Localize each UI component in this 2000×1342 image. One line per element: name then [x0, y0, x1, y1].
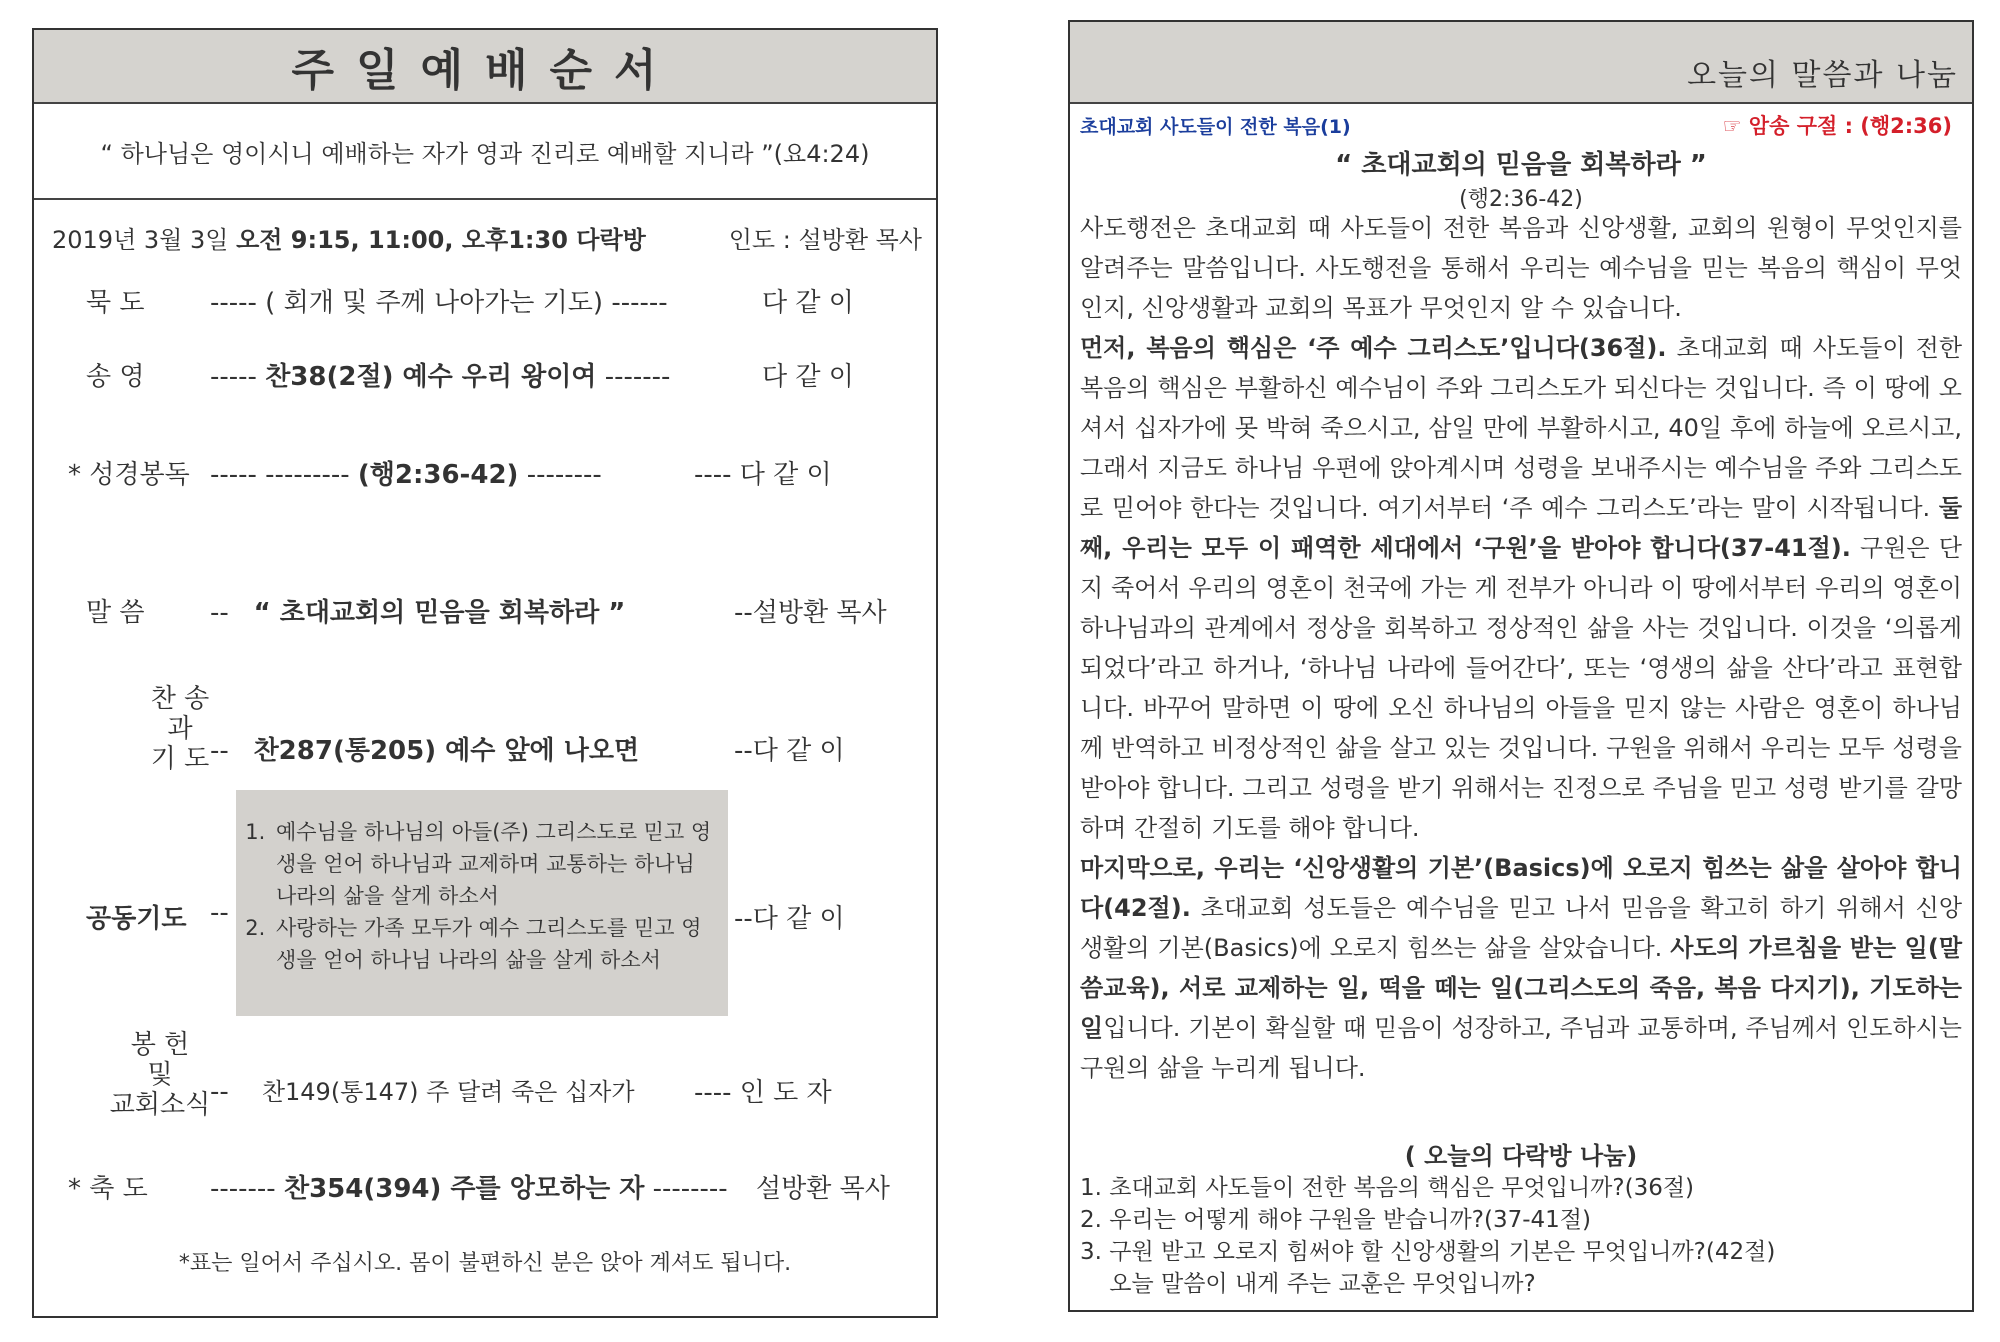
sermon-title: “ 초대교회의 믿음을 회복하라 ” — [1335, 150, 1707, 180]
order-item-benediction — [34, 1168, 936, 1208]
share-question: 오늘 말씀이 내게 주는 교훈은 무엇입니까? — [1080, 1271, 1536, 1297]
order-content: ----- ( 회개 및 주께 나아가는 기도) ------ — [210, 288, 668, 318]
order-by: --다 같 이 — [734, 736, 845, 766]
order-by: --설방환 목사 — [734, 598, 887, 628]
share-questions — [1080, 1172, 1960, 1300]
order-by: --다 같 이 — [734, 904, 845, 934]
service-date: 2019년 3월 3일 — [52, 226, 229, 254]
share-title: ( 오늘의 다락방 나눔) — [1404, 1142, 1638, 1170]
order-by: 다 같 이 — [762, 288, 854, 318]
sermon-series: 초대교회 사도들이 전한 복음(1) — [1080, 116, 1351, 138]
order-label: * 성경봉독 — [68, 460, 190, 490]
common-prayer-box — [236, 790, 728, 1016]
sermon-reference: (행2:36-42) — [1459, 187, 1583, 212]
order-label: * 축 도 — [68, 1174, 148, 1204]
basics-list: 사도의 가르침을 받는 일(말씀교육), 서로 교제하는 일, 떡을 떼는 일(그리스도의 죽음, 복음 다지기), 기도하는 일 — [1080, 934, 1963, 1042]
point-three-heading: 마지막으로, 우리는 ‘신앙생활의 기본’(Basics)에 오로지 힘쓰는 삶을 살아야 합니다(42절). — [1080, 854, 1962, 922]
order-by: 설방환 목사 — [756, 1174, 890, 1204]
service-info — [52, 220, 922, 255]
order-dash: -- — [210, 898, 229, 928]
sermon-body — [1080, 208, 1962, 1088]
point-one-heading: 먼저, 복음의 핵심은 ‘주 예수 그리스도’입니다(36절). — [1080, 334, 1667, 362]
order-content: “ 초대교회의 믿음을 회복하라 ” — [253, 598, 626, 628]
share-question: 2. 우리는 어떻게 해야 구원을 받습니까?(37-41절) — [1080, 1207, 1591, 1233]
order-content: 찬38(2절) 예수 우리 왕이여 — [265, 362, 597, 392]
order-dash: ----- --------- — [210, 460, 350, 490]
order-dash: ------- — [604, 362, 671, 392]
order-content: 찬149(통147) 주 달려 죽은 십자가 — [261, 1078, 635, 1106]
order-content: 찬354(394) 주를 앙모하는 자 — [283, 1174, 645, 1204]
order-by: 다 같 이 — [762, 362, 854, 392]
order-dash: ----- — [210, 362, 257, 392]
prayer-item: 2. 사랑하는 가족 모두가 예수 그리스도를 믿고 영생을 얻어 하나님 나라의 삶을 살게 하소서 — [272, 912, 718, 976]
worship-order-panel — [32, 28, 938, 1318]
standing-note: *표는 일어서 주십시오. 몸이 불편하신 분은 앉아 계셔도 됩니다. — [178, 1251, 792, 1276]
point-three-end: 입니다. 기본이 확실할 때 믿음이 성장하고, 주님과 교통하며, 주님께서 인도하시는 구원의 삶을 누리게 됩니다. — [1080, 1014, 1962, 1082]
order-item-hymn-prayer — [34, 730, 936, 770]
point-two-heading: 둘째, 우리는 모두 이 패역한 세대에서 ‘구원’을 받아야 합니다(37-41절). — [1080, 494, 1962, 562]
point-two-text: 구원은 단지 죽어서 우리의 영혼이 천국에 가는 게 전부가 아니라 이 땅에서부터 우리의 영혼이 하나님과의 관계에서 정상을 회복하고 정상적인 삶을 사는 것입니다. 이것을 ‘의롭게 되었다’라고 하거나, ‘하나님 나라에 들어간다’, 또는 ‘영생의 삶을 산다’라고 표현합니다. 바꾸어 말하면 이 땅에 오신 하나님의 아들을 믿지 않는 사람은 영혼이 하나님께 반역하고 비정상적인 삶을 살고 있는 것입니다. 구원을 위해서 우리는 모두 성령을 받아야 합니다. 그리고 성령을 받기 위해서는 진정으로 주님을 믿고 성령 받기를 갈망하며 간절히 기도를 해야 합니다. — [1080, 534, 1962, 842]
order-content: (행2:36-42) — [357, 460, 519, 490]
order-label-hymn-prayer: 찬 송 과 기 도 — [150, 684, 210, 774]
order-dash: -- — [210, 598, 229, 628]
order-by: ---- 다 같 이 — [694, 460, 832, 490]
point-three-text: 초대교회 성도들은 예수님을 믿고 나서 믿음을 확고히 하기 위해서 신앙생활의 기본(Basics)에 오로지 힘쓰는 삶을 살았습니다. — [1080, 894, 1962, 962]
order-label: 묵 도 — [86, 288, 145, 318]
order-by: ---- 인 도 자 — [694, 1078, 832, 1108]
prayer-item: 1. 예수님을 하나님의 아들(주) 그리스도로 믿고 영생을 얻어 하나님과 교제하며 교통하는 하나님 나라의 삶을 살게 하소서 — [272, 816, 718, 912]
order-item-silent-prayer — [34, 282, 936, 322]
worship-order-title: 주일예배순서 — [291, 45, 679, 96]
order-dash: -------- — [526, 460, 602, 490]
sermon-intro: 사도행전은 초대교회 때 사도들이 전한 복음과 신앙생활, 교회의 원형이 무엇인지를 알려주는 말씀입니다. 사도행전을 통해서 우리는 예수님을 믿는 복음의 핵심이 무엇인지, 신앙생활과 교회의 목표가 무엇인지 알 수 있습니다. — [1080, 214, 1962, 322]
order-item-sermon — [34, 592, 936, 632]
order-item-doxology — [34, 356, 936, 396]
order-label-offering: 봉 헌 및 교회소식 — [109, 1030, 211, 1120]
order-label: 송 영 — [86, 362, 145, 392]
order-dash: -- — [210, 736, 229, 766]
sermon-header — [1070, 22, 1972, 104]
order-label: 말 씀 — [86, 598, 145, 628]
order-dash: -------- — [652, 1174, 728, 1204]
theme-verse: “ 하나님은 영이시니 예배하는 자가 영과 진리로 예배할 지니라 ”(요4:24) — [34, 104, 936, 200]
order-item-scripture-reading — [34, 454, 936, 494]
order-dash: -- — [210, 1077, 229, 1107]
worship-order-header — [34, 30, 936, 104]
service-times: 오전 9:15, 11:00, 오후1:30 다락방 — [236, 226, 646, 254]
share-question: 1. 초대교회 사도들이 전한 복음의 핵심은 무엇입니까?(36절) — [1080, 1175, 1695, 1201]
order-label: 공동기도 — [86, 904, 187, 934]
sermon-panel — [1068, 20, 1974, 1312]
sermon-header-title: 오늘의 말씀과 나눔 — [1687, 58, 1958, 93]
order-dash: ------- — [210, 1174, 276, 1204]
order-content: 찬287(통205) 예수 앞에 나오면 — [253, 736, 640, 766]
order-item-offering — [34, 1072, 936, 1112]
share-question: 3. 구원 받고 오로지 힘써야 할 신앙생활의 기본은 무엇입니까?(42절) — [1080, 1239, 1776, 1265]
memory-verse: ☞ 암송 구절 : (행2:36) — [1722, 114, 1952, 138]
point-one-text: 초대교회 때 사도들이 전한 복음의 핵심은 부활하신 예수님이 주와 그리스도가 되신다는 것입니다. 즉 이 땅에 오셔서 십자가에 못 박혀 죽으시고, 삼일 만에 부활하시고, 40일 후에 하늘에 오르시고, 그래서 지금도 하나님 우편에 앉아계시며 성령을 보내주시는 예수님을 주와 그리스도로 믿어야 한다는 것입니다. 여기서부터 ‘주 예수 그리스도’라는 말이 시작됩니다. — [1080, 334, 1962, 522]
service-leader: 인도 : 설방환 목사 — [728, 226, 922, 254]
